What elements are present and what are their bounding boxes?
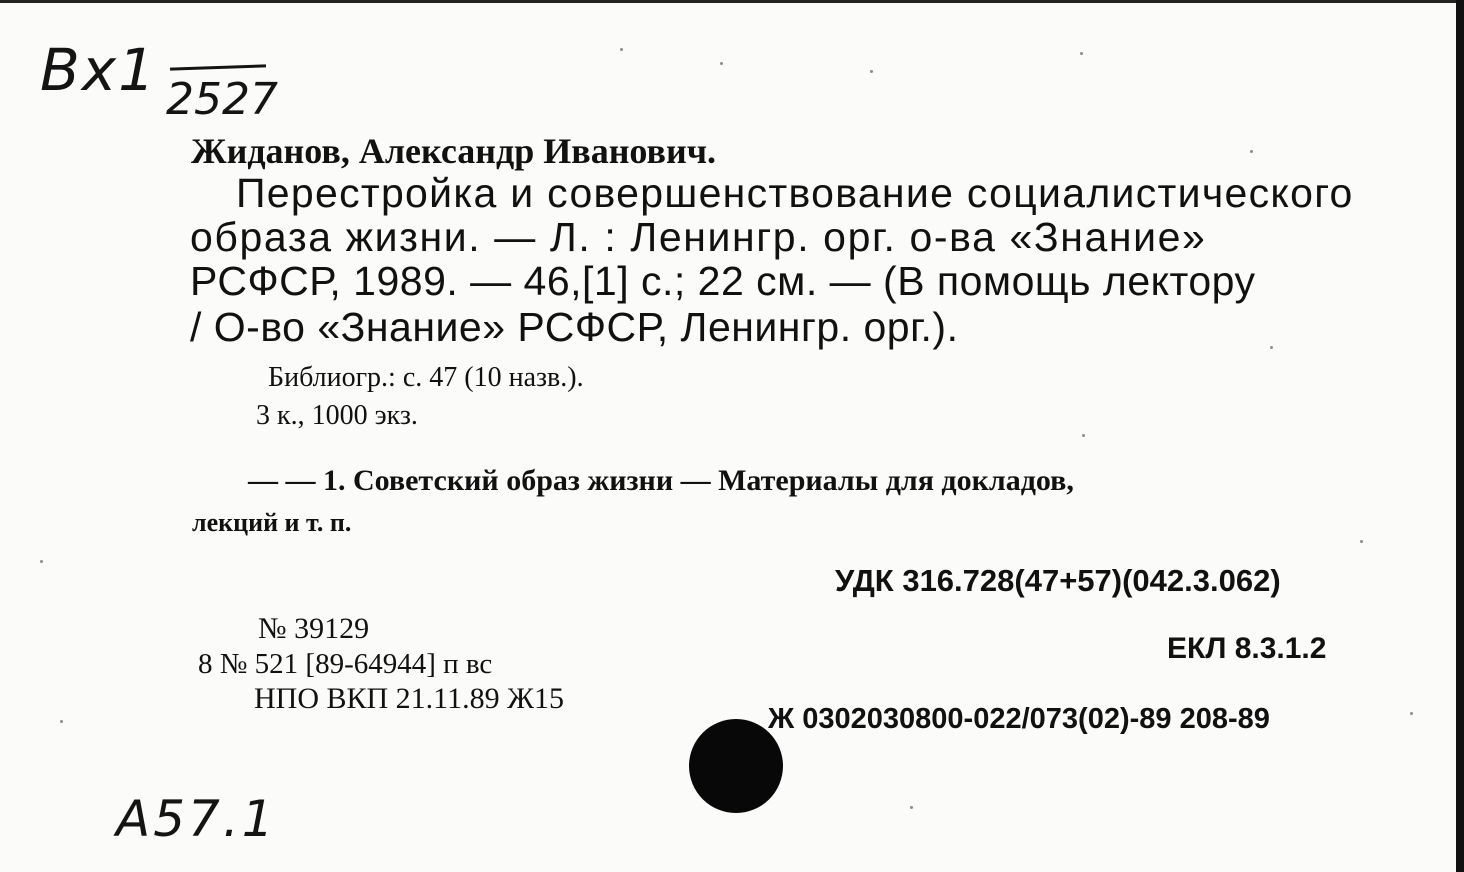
description-line-3: РСФСР, 1989. — 46,[1] с.; 22 см. — (В помощь лектору bbox=[190, 258, 1256, 304]
scan-speck bbox=[1360, 540, 1363, 543]
card-right-edge bbox=[1456, 0, 1464, 872]
price-note: 3 к., 1000 экз. bbox=[256, 400, 418, 431]
card-top-edge bbox=[0, 0, 1464, 3]
record-number: № 39129 bbox=[258, 612, 370, 645]
order-number: 8 № 521 [89-64944] п вс bbox=[198, 648, 493, 680]
scan-speck bbox=[1410, 712, 1413, 715]
handwritten-bottom-mark: А57.1 bbox=[116, 790, 277, 848]
publication-code: Ж 0302030800-022/073(02)-89 208-89 bbox=[768, 703, 1270, 735]
handwritten-overline bbox=[170, 64, 266, 70]
scan-speck bbox=[620, 48, 623, 51]
printer-line: НПО ВКП 21.11.89 Ж15 bbox=[254, 682, 564, 715]
scan-speck bbox=[870, 70, 873, 73]
subject-line-2: лекций и т. п. bbox=[192, 508, 352, 537]
ekl-index: ЕКЛ 8.3.1.2 bbox=[1167, 632, 1327, 665]
description-line-2: образа жизни. — Л. : Ленингр. орг. о-ва «Знание» bbox=[190, 214, 1207, 260]
scan-speck bbox=[60, 720, 63, 723]
udk-index: УДК 316.728(47+57)(042.3.062) bbox=[835, 563, 1281, 598]
scan-speck bbox=[1080, 52, 1083, 55]
handwritten-shelfmark: Вх1 bbox=[40, 36, 158, 104]
author-heading: Жиданов, Александр Иванович. bbox=[191, 131, 717, 171]
scan-speck bbox=[720, 62, 723, 65]
scan-speck bbox=[1082, 434, 1085, 437]
description-line-4: / О-во «Знание» РСФСР, Ленингр. орг.). bbox=[190, 304, 959, 350]
handwritten-number: 2527 bbox=[166, 74, 278, 125]
scan-speck bbox=[40, 560, 43, 563]
scan-speck bbox=[910, 806, 913, 809]
bibliography-note: Библиогр.: с. 47 (10 назв.). bbox=[268, 362, 584, 393]
card-punch-hole bbox=[689, 719, 783, 813]
scan-speck bbox=[1270, 346, 1273, 349]
scan-speck bbox=[1250, 150, 1253, 153]
subject-line-1: — — 1. Советский образ жизни — Материалы для докладов, bbox=[248, 464, 1074, 497]
description-line-1: Перестройка и совершенствование социалистического bbox=[236, 170, 1354, 216]
